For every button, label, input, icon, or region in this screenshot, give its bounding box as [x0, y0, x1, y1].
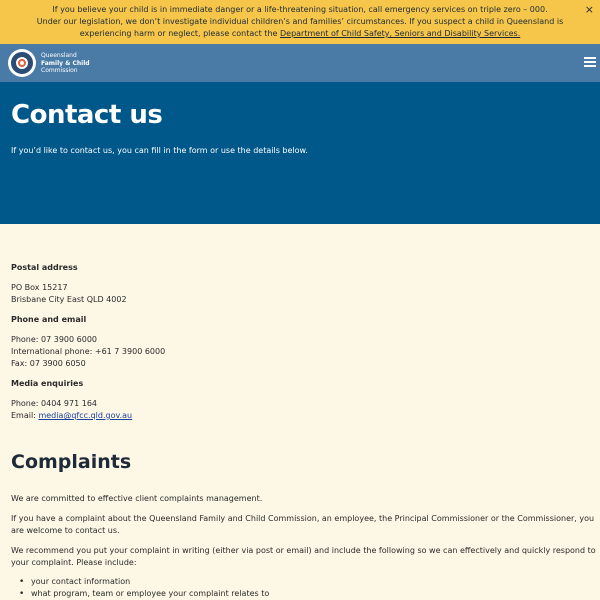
page-title: Contact us: [11, 100, 163, 130]
logo-dot: [18, 59, 26, 67]
emergency-alert-banner: [0, 0, 600, 44]
international-phone-line: International phone: +61 7 3900 6000: [11, 347, 166, 356]
complaints-paragraph-2: If you have a complaint about the Queensland Family and Child Commission, an employee, the Principal Commissioner or the Commissioner, you are welcome to contact us.: [11, 514, 595, 535]
media-email-line: [11, 410, 132, 422]
site-header: [0, 44, 600, 82]
alert-line-2-text: Under our legislation, we don’t investigate individual children’s and families’ circumstances. If you suspect a child in Queensland is experiencing harm or neglect, please contact the: [36, 17, 564, 38]
menu-bar: [584, 65, 596, 67]
list-item: • what program, team or employee your complaint relates to: [11, 588, 269, 600]
phone-email-heading: Phone and email: [11, 315, 87, 324]
brand-name[interactable]: [41, 52, 90, 75]
complaints-heading: Complaints: [11, 451, 132, 473]
brand-line-3: Commission: [41, 67, 78, 74]
complaints-paragraph-3: We recommend you put your complaint in writing (either via post or email) and include the following so we can effectively and quickly respond to your complaint. Please include:: [11, 546, 596, 567]
close-icon[interactable]: ×: [584, 3, 594, 16]
list-item: • your contact information: [11, 576, 269, 588]
postal-heading: Postal address: [11, 263, 78, 272]
menu-bar: [584, 61, 596, 63]
phone-line: Phone: 07 3900 6000: [11, 335, 98, 344]
page-hero: [0, 82, 600, 224]
alert-line-2: [22, 16, 578, 40]
page-intro: If you’d like to contact us, you can fill in the form or use the details below.: [11, 146, 308, 155]
fax-line: Fax: 07 3900 6050: [11, 359, 86, 368]
media-email-label: Email:: [11, 411, 39, 420]
qfcc-logo-icon[interactable]: [8, 49, 36, 77]
brand-line-2: Family & Child: [41, 59, 90, 67]
child-safety-department-link[interactable]: Department of Child Safety, Seniors and Disability Services.: [279, 29, 521, 38]
complaints-list: [11, 576, 269, 600]
hamburger-menu-icon[interactable]: [584, 57, 596, 67]
media-heading: Media enquiries: [11, 379, 84, 388]
postal-line-2: Brisbane City East QLD 4002: [11, 295, 127, 304]
media-email-link[interactable]: media@qfcc.qld.gov.au: [38, 411, 133, 420]
brand-line-1: Queensland: [41, 52, 77, 59]
complaints-paragraph-1: We are committed to effective client complaints management.: [11, 494, 263, 503]
alert-line-1: If you believe your child is in immediate danger or a life-threatening situation, call emergency services on triple zero – 000.: [52, 5, 548, 14]
postal-line-1: PO Box 15217: [11, 283, 68, 292]
menu-bar: [584, 57, 596, 59]
media-phone-line: Phone: 0404 971 164: [11, 399, 98, 408]
